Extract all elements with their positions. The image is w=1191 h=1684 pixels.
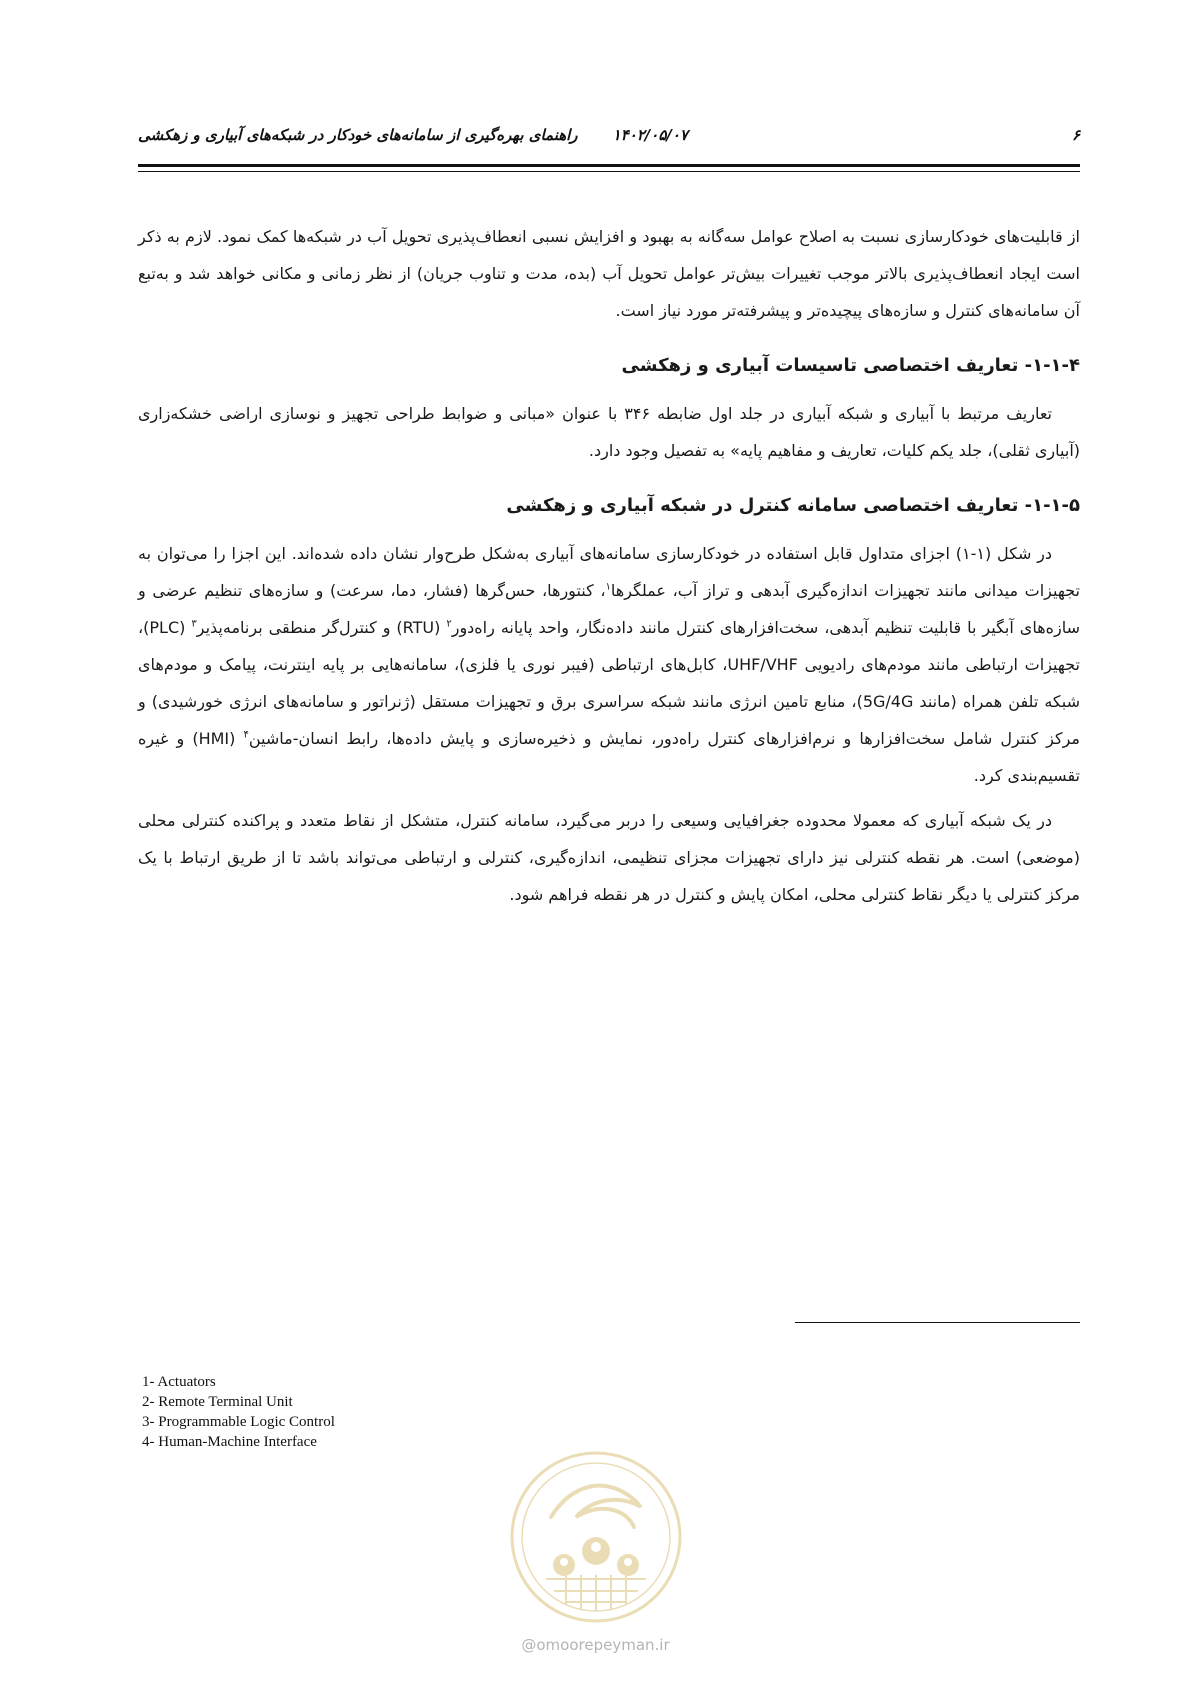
footnote-separator xyxy=(795,1322,1080,1323)
header-rule-thick xyxy=(138,164,1080,167)
watermark-seal-logo xyxy=(506,1447,686,1627)
components-text-e: (HMI) و غیره تقسیم‌بندی کرد. xyxy=(138,729,1080,785)
section-heading-1-1-5: ۱-۱-۵- تعاریف اختصاصی سامانه کنترل در شبکه آبیاری و زهکشی xyxy=(506,495,1080,516)
footnote-ref-1[interactable]: ۱ xyxy=(605,581,611,593)
watermark-url: @omoorepeyman.ir xyxy=(521,1636,670,1654)
document-date: ۱۴۰۲/۰۵/۰۷ xyxy=(612,126,688,144)
footnote-2: 2- Remote Terminal Unit xyxy=(142,1394,293,1410)
footnote-3: 3- Programmable Logic Control xyxy=(142,1414,335,1430)
components-text-b: ، کنتورها، حس‌گرها (فشار، دما، سرعت) و سازه‌های تنظیم عرضی و سازه‌های آبگیر با قابلیت تنظیم آبدهی، سخت‌افزارهای کنترل مانند داده‌نگار، واحد پایانه راه‌دور xyxy=(138,581,1081,637)
footnotes-list xyxy=(142,1372,335,1452)
footnote-4: 4- Human-Machine Interface xyxy=(142,1434,317,1450)
paragraph-flexibility: از قابلیت‌های خودکارسازی نسبت به اصلاح عوامل سه‌گانه به بهبود و افزایش نسبی انعطاف‌پذیری تحویل آب در شبکه‌ها کمک نمود. لازم به ذکر است ایجاد انعطاف‌پذیری بالاتر موجب تغییرات بیش‌تر عوامل تحویل آب (بده، مدت و تناوب جریان) از نظر زمانی و مکانی خواهد شد و به‌تبع آن سامانه‌های کنترل و سازه‌های پیچیده‌تر و پیشرفته‌تر مورد نیاز است. xyxy=(138,227,1080,320)
paragraph-definitions: تعاریف مرتبط با آبیاری و شبکه آبیاری در جلد اول ضابطه ۳۴۶ با عنوان «مبانی و ضوابط طراحی تجهیز و نوسازی اراضی خشکه‌زاری (آبیاری ثقلی)، جلد یکم کلیات، تعاریف و مفاهیم پایه» به تفصیل وجود دارد. xyxy=(138,404,1080,460)
footnote-ref-4[interactable]: ۴ xyxy=(243,729,249,741)
paragraph-components xyxy=(138,535,1080,794)
main-content xyxy=(138,218,1080,921)
page-number: ۶ xyxy=(1071,126,1080,144)
components-text-d: (PLC)، تجهیزات ارتباطی مانند مودم‌های رادیویی UHF/VHF، کابل‌های ارتباطی (فیبر نوری یا فلزی)، سامانه‌هایی بر پایه اینترنت، پیامک و مودم‌های شبکه تلفن همراه (مانند 5G/4G)، منابع تامین انرژی مانند شبکه سراسری برق و تجهیزات مستقل (ژنراتور و سامانه‌های انرژی خورشیدی) و مرکز کنترل شامل سخت‌افزارها و نرم‌افزارهای کنترل راه‌دور، نمایش و ذخیره‌سازی و پایش داده‌ها، رابط انسان-ماشین xyxy=(138,618,1081,748)
footnote-ref-2[interactable]: ۲ xyxy=(446,618,452,630)
footnote-1: 1- Actuators xyxy=(142,1374,216,1390)
footnote-ref-3[interactable]: ۳ xyxy=(191,618,197,630)
paragraph-control-points: در یک شبکه آبیاری که معمولا محدوده جغرافیایی وسیعی را دربر می‌گیرد، سامانه کنترل، متشکل از نقاط متعدد و پراکنده کنترلی محلی (موضعی) است. هر نقطه کنترلی نیز دارای تجهیزات مجزای تنظیمی، اندازه‌گیری، کنترلی و ارتباطی می‌تواند باشد تا از طریق ارتباط با یک مرکز کنترلی یا دیگر نقاط کنترلی محلی، امکان پایش و کنترل در هر نقطه فراهم شود. xyxy=(138,811,1080,904)
section-heading-1-1-4: ۱-۱-۴- تعاریف اختصاصی تاسیسات آبیاری و زهکشی xyxy=(621,355,1080,376)
components-text-a: در شکل (۱-۱) اجزای متداول قابل استفاده در خودکارسازی سامانه‌های آبیاری به‌شکل طرح‌وار نشان داده شده‌اند. این اجزا را می‌توان به تجهیزات میدانی مانند تجهیزات اندازه‌گیری آبدهی و تراز آب، عملگرها xyxy=(138,544,1080,600)
header-rule-thin xyxy=(138,171,1080,172)
document-title: راهنمای بهره‌گیری از سامانه‌های خودکار در شبکه‌های آبیاری و زهکشی xyxy=(138,126,578,144)
page-header xyxy=(138,118,1080,150)
components-text-c: (RTU) و کنترل‌گر منطقی برنامه‌پذیر xyxy=(196,618,447,637)
